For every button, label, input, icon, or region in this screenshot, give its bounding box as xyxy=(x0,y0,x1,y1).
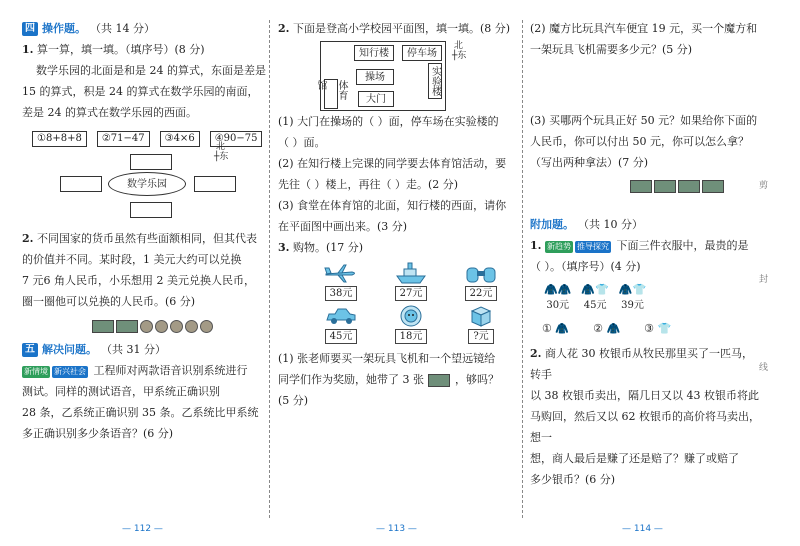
banknote-icon xyxy=(428,374,450,387)
price-telescope: 22元 xyxy=(465,286,498,301)
q3-3-line-2: 人民币，你可以付出 50 元，你可以怎么拿？ xyxy=(530,135,749,148)
q2-sub-2b: 先往（ ）楼上，再往（ ）走。(2 分) xyxy=(278,178,459,191)
tag-reasoning: 推导探究 xyxy=(576,242,609,251)
hoodie-blue-icon: 🧥 xyxy=(557,283,572,296)
coin-icon[interactable] xyxy=(200,320,213,333)
q3-1-line-3: (5 分) xyxy=(278,394,309,407)
q3-2-line-1: (2) 魔方比玩具汽车便宜 19 元，买一个魔方和 xyxy=(530,22,758,35)
q1-line-1: 数学乐园的北面是和是 24 的算式，东面是差是 xyxy=(36,64,266,77)
jacket-blue-icon: 🧥 xyxy=(555,322,570,335)
bonus-q2-line-2: 以 38 枚银币卖出，隔几日又以 43 枚银币将此 xyxy=(530,389,759,402)
q3-3-line-1: (3) 买哪两个玩具正好 50 元？如果给你下面的 xyxy=(530,114,758,127)
bonus-heading: 附加题。 （共 10 分） xyxy=(530,218,643,231)
option-2[interactable]: ② 🧥 xyxy=(593,322,621,335)
formula-row xyxy=(32,127,266,148)
money-options[interactable] xyxy=(92,315,266,336)
bonus-q2-line-1: 2. 商人花 30 枚银币从牧民那里买了一匹马，转手 xyxy=(530,347,753,381)
coin-icon[interactable] xyxy=(155,320,168,333)
q5-1-line-2: 测试。同样的测试语音，甲系统正确识别 xyxy=(22,385,220,398)
price-ship: 27元 xyxy=(395,286,428,301)
middle-column xyxy=(278,18,518,411)
hoodie-white-icon: 👕 xyxy=(595,283,609,296)
page-number-114: — 114 — xyxy=(622,524,663,534)
clothes-group-1: 🧥🧥 30元 xyxy=(544,283,572,311)
toy-grid xyxy=(306,260,518,344)
bonus-q2-line-5: 多少银币？(6 分) xyxy=(530,473,616,486)
hoodie-white-icon: 👕 xyxy=(632,283,647,296)
tag-new-society: 新兴社会 xyxy=(54,367,86,376)
answer-box-north[interactable] xyxy=(130,154,172,170)
tag-new-context: 新情境 xyxy=(24,367,48,376)
center-ellipse: 数学乐园 xyxy=(108,172,186,196)
page-number-112: — 112 — xyxy=(122,524,163,534)
building-tiyuguan: 体育馆 xyxy=(324,79,338,109)
q5-1-line-4: 多正确识别多少条语音？(6 分) xyxy=(22,427,174,440)
banknote-icon xyxy=(630,180,652,193)
compass-icon: 北 ┼东 xyxy=(214,142,229,162)
price-lion: 18元 xyxy=(395,329,428,344)
banknote-icon xyxy=(678,180,700,193)
bonus-q2-line-4: 想，商人最后是赚了还是赔了？赚了或赔了 xyxy=(530,452,739,465)
clothes-equations xyxy=(544,279,760,312)
building-damen: 大门 xyxy=(358,91,394,107)
q2-sub-3b: 在平面图中画出来。(3 分) xyxy=(278,220,408,233)
q1-line-2: 15 的算式，积是 24 的算式在数学乐园的南面， xyxy=(22,85,259,98)
formula-4: ④90−75 xyxy=(210,131,263,147)
formula-2: ②71−47 xyxy=(97,131,150,147)
q3-1-line-2: 同学们作为奖励，她带了 3 张 ，够吗？ xyxy=(278,373,499,386)
option-1[interactable]: ① 🧥 xyxy=(542,322,570,335)
q2-sub-1b: （ ）面。 xyxy=(278,136,326,149)
clothes-group-3: 🧥👕 39元 xyxy=(618,283,647,311)
answer-space[interactable] xyxy=(530,60,760,110)
question-2: 2. 不同国家的货币虽然有些面额相同，但其代表 xyxy=(22,232,257,245)
q2-sub-3a: (3) 食堂在体育馆的北面，知行楼的西面，请你 xyxy=(278,199,507,212)
toy-lion xyxy=(376,303,446,344)
price-car: 45元 xyxy=(325,329,358,344)
page-number-113: — 113 — xyxy=(376,524,417,534)
binoculars-icon xyxy=(464,260,498,286)
q2-line-4: 圈一圈他可以兑换的人民币。(6 分) xyxy=(22,295,196,308)
q5-1-line-1: 新情境 新兴社会 工程师对两款语音识别系统进行 xyxy=(24,364,248,377)
hoodie-blue-icon: 🧥 xyxy=(606,322,621,335)
answer-box-west[interactable] xyxy=(60,176,102,192)
toy-car xyxy=(306,303,376,344)
banknote-icon[interactable] xyxy=(116,320,138,333)
bonus-q2-line-3: 马购回，然后又以 62 枚银币的高价将马卖出，想一 xyxy=(530,410,760,444)
banknote-icon xyxy=(702,180,724,193)
q5-1-line-3: 28 条，乙系统正确识别 35 条。乙系统比甲系统 xyxy=(22,406,259,419)
car-icon xyxy=(324,303,358,329)
coin-icon[interactable] xyxy=(170,320,183,333)
formula-3: ③4×6 xyxy=(160,131,200,147)
toy-telescope xyxy=(446,260,516,301)
cut-line-label: 封 xyxy=(758,275,768,285)
clothes-options xyxy=(542,318,760,339)
building-tingchechang: 停车场 xyxy=(402,45,442,61)
banknote-icon[interactable] xyxy=(92,320,114,333)
clothes-group-2: 🧥👕 45元 xyxy=(581,283,609,311)
q2-sub-1a: (1) 大门在操场的（ ）面，停车场在实验楼的 xyxy=(278,115,499,128)
airplane-icon xyxy=(324,260,358,286)
direction-diagram xyxy=(22,142,266,222)
formula-1: ①8+8+8 xyxy=(32,131,87,147)
section-4-heading: 四 操作题。 （共 14 分） xyxy=(22,18,266,39)
answer-box-south[interactable] xyxy=(130,202,172,218)
price-cube: ?元 xyxy=(468,329,493,344)
question-3-shopping: 3. 购物。(17 分) xyxy=(278,241,364,254)
bonus-q1-line-1: 1. 新趋势 推导探究 下面三件衣服中，最贵的是 xyxy=(530,239,749,252)
price-airplane: 38元 xyxy=(325,286,358,301)
money-row xyxy=(630,175,760,196)
question-1: 1. 算一算，填一填。（填序号）(8 分) xyxy=(22,43,205,56)
q1-line-3: 差是 24 的算式在数学乐园的西面。 xyxy=(22,106,197,119)
left-column xyxy=(22,18,266,444)
tag-new-trend: 新趋势 xyxy=(546,242,571,251)
column-divider xyxy=(269,20,270,518)
toy-ship xyxy=(376,260,446,301)
q2-line-3: 7 元6 角人民币，小乐想用 2 美元兑换人民币， xyxy=(22,274,255,287)
q3-3-line-3: （写出两种拿法）(7 分) xyxy=(530,156,649,169)
bonus-q1-line-2: （ ）。（填序号）(4 分) xyxy=(530,260,641,273)
q3-2-line-2: 一架玩具飞机需要多少元？(5 分) xyxy=(530,43,693,56)
question-2-map: 2. 下面是登高小学校园平面图，填一填。(8 分) xyxy=(278,22,511,35)
cube-icon xyxy=(464,303,498,329)
hoodie-blue-icon: 🧥 xyxy=(544,283,558,296)
cut-line-label: 剪 xyxy=(758,181,768,191)
ship-icon xyxy=(394,260,428,286)
building-zhixinglou: 知行楼 xyxy=(354,45,394,61)
answer-box-east[interactable] xyxy=(194,176,236,192)
campus-map xyxy=(278,39,518,111)
q2-sub-2a: (2) 在知行楼上完课的同学要去体育馆活动，要 xyxy=(278,157,507,170)
q3-1-line-1: (1) 张老师要买一架玩具飞机和一个望远镜给 xyxy=(278,352,496,365)
right-column xyxy=(530,18,760,490)
section-5-heading: 五 解决问题。 （共 31 分） xyxy=(22,339,266,360)
building-shiyanlou: 实验楼 xyxy=(428,63,442,99)
answer-space[interactable] xyxy=(530,196,760,214)
option-3[interactable]: ③ 👕 xyxy=(644,322,672,335)
q2-line-2: 的价值并不同。某时段，1 美元大约可以兑换 xyxy=(22,253,242,266)
hoodie-white-icon: 👕 xyxy=(657,322,672,335)
building-caochang: 操场 xyxy=(356,69,394,85)
compass-icon: 北 ┼东 xyxy=(452,41,467,61)
banknote-icon xyxy=(654,180,676,193)
cut-line-label: 线 xyxy=(758,363,768,373)
hoodie-blue-icon: 🧥 xyxy=(581,283,596,296)
toy-airplane xyxy=(306,260,376,301)
coin-icon[interactable] xyxy=(140,320,153,333)
coin-icon[interactable] xyxy=(185,320,198,333)
column-divider xyxy=(522,20,523,518)
hoodie-blue-icon: 🧥 xyxy=(618,283,633,296)
lion-icon xyxy=(394,303,428,329)
toy-rubik-cube xyxy=(446,303,516,344)
